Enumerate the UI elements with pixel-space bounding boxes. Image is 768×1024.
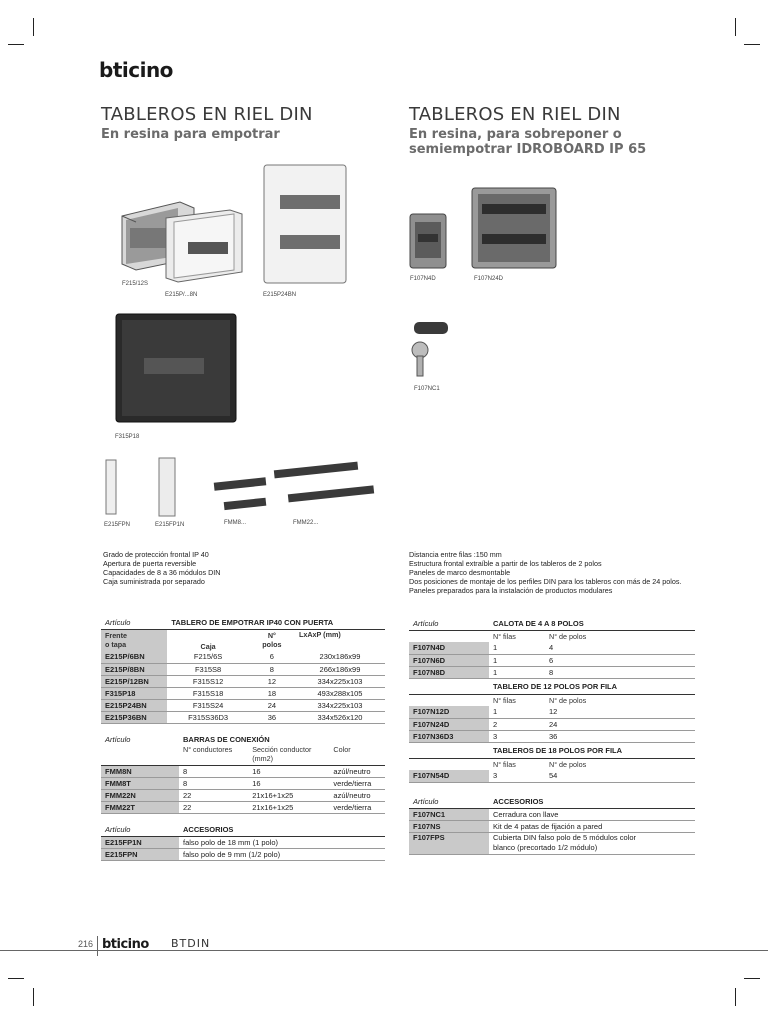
item-description-line: blanco (precortado 1/2 módulo) — [493, 843, 598, 852]
item-code: F107FPS — [409, 832, 489, 854]
item-color: azúl/neutro — [329, 789, 385, 801]
item-dims: 266x186x99 — [295, 663, 385, 675]
right-subtitle-line1: En resina, para sobreponer o — [409, 127, 622, 142]
caption: F315P18 — [115, 434, 140, 440]
caption: FMM8... — [224, 520, 246, 526]
table-row — [101, 711, 385, 723]
item-code: FMM8N — [101, 765, 179, 777]
table-row — [409, 730, 695, 742]
flush-box-smoke-door-image — [114, 312, 238, 426]
item-description: Kit de 4 patas de fijación a pared — [489, 820, 695, 832]
col-rows: N° filas — [489, 630, 545, 642]
item-code: F107N6D — [409, 654, 489, 666]
idroboard-large-image — [470, 186, 560, 272]
table-article-label: Artículo — [105, 825, 131, 835]
item-box: F315S18 — [167, 687, 248, 699]
lock-key-image — [408, 314, 456, 380]
table-row — [101, 777, 385, 789]
item-poles: 24 — [545, 718, 695, 730]
table-row — [101, 789, 385, 801]
right-title: TABLEROS EN RIEL DIN — [409, 104, 621, 125]
item-color: azúl/neutro — [329, 765, 385, 777]
footer-separator — [97, 936, 98, 956]
connection-bars-table — [101, 733, 385, 814]
item-dims: 230x186x99 — [295, 651, 385, 663]
col-color: Color — [333, 745, 351, 754]
item-description — [489, 832, 695, 854]
page-number: 216 — [78, 939, 94, 949]
feature-line: Dos posiciones de montaje de los perfiles DIN para los tableros con más de 24 polos. — [409, 577, 682, 586]
col-poles: N° de polos — [545, 694, 695, 706]
table-section-title: ACCESORIOS — [493, 797, 544, 807]
caption: E215FP1N — [155, 522, 185, 528]
feature-line: Capacidades de 8 a 36 módulos DIN — [103, 568, 221, 577]
item-code: F107N8D — [409, 666, 489, 678]
item-code: F107N12D — [409, 706, 489, 718]
table-row — [409, 654, 695, 666]
caption: E215P24BN — [263, 292, 297, 298]
spacer — [409, 758, 489, 770]
item-conductors: 22 — [179, 789, 248, 801]
item-code: F107N54D — [409, 770, 489, 782]
idroboard-table — [409, 618, 695, 783]
col-rows: N° filas — [489, 694, 545, 706]
idroboard-small-image — [408, 212, 450, 272]
item-description: falso polo de 18 mm (1 polo) — [179, 836, 385, 848]
item-dims: 334x225x103 — [295, 675, 385, 687]
feature-line: Caja suministrada por separado — [103, 577, 205, 586]
item-section: 21x16+1x25 — [248, 801, 329, 813]
spacer — [409, 694, 489, 706]
caption: E215P/...8N — [165, 292, 198, 298]
item-code: FMM22N — [101, 789, 179, 801]
item-poles: 18 — [249, 687, 295, 699]
item-poles: 4 — [545, 642, 695, 654]
item-section: 21x16+1x25 — [248, 789, 329, 801]
item-code: E215P24BN — [101, 699, 167, 711]
item-code: F107NC1 — [409, 808, 489, 820]
feature-line: Distancia entre filas :150 mm — [409, 550, 502, 559]
table-row — [101, 663, 385, 675]
item-box: F215/6S — [167, 651, 248, 663]
table-article-label: Artículo — [105, 734, 131, 744]
col-section: Sección conductor (mm2) — [252, 745, 312, 763]
flush-panel-image — [164, 208, 244, 284]
spacer — [409, 742, 489, 758]
crop-mark — [33, 18, 34, 36]
item-conductors: 22 — [179, 801, 248, 813]
table-row — [101, 836, 385, 848]
item-dims: 334x526x120 — [295, 711, 385, 723]
table-row — [409, 832, 695, 854]
caption: F107N24D — [474, 276, 504, 282]
item-section: 16 — [248, 777, 329, 789]
item-poles: 24 — [249, 699, 295, 711]
item-code: F315P18 — [101, 687, 167, 699]
item-box: F315S8 — [167, 663, 248, 675]
col-poles: N° polos — [249, 629, 295, 651]
item-rows: 2 — [489, 718, 545, 730]
blank-cover-half-image — [104, 458, 120, 516]
col-dims: LxAxP (mm) — [295, 629, 385, 651]
table-row — [409, 706, 695, 718]
item-poles: 12 — [249, 675, 295, 687]
connection-bar-small-image — [212, 472, 268, 514]
feature-line: Paneles de marco desmontable — [409, 568, 511, 577]
item-box: F315S24 — [167, 699, 248, 711]
caption: FMM22... — [293, 520, 319, 526]
table-section-title: CALOTA DE 4 A 8 POLOS — [493, 619, 584, 629]
table-article-label: Artículo — [105, 618, 131, 628]
item-poles: 6 — [249, 651, 295, 663]
brand-logo: bticino — [99, 58, 173, 82]
caption: E215FPN — [104, 522, 131, 528]
table-section-title: TABLEROS DE 18 POLOS POR FILA — [493, 745, 623, 755]
table-row — [101, 801, 385, 813]
col-rows: N° filas — [489, 758, 545, 770]
item-dims: 493x288x105 — [295, 687, 385, 699]
item-rows: 1 — [489, 706, 545, 718]
item-rows: 1 — [489, 642, 545, 654]
item-code: E215FP1N — [101, 836, 179, 848]
item-color: verde/tierra — [329, 777, 385, 789]
item-conductors: 8 — [179, 777, 248, 789]
item-code: F107N4D — [409, 642, 489, 654]
right-subtitle-line2: semiempotrar IDROBOARD IP 65 — [409, 142, 647, 157]
table-row — [409, 718, 695, 730]
crop-mark — [735, 18, 736, 36]
left-subtitle: En resina para empotrar — [101, 127, 280, 142]
crop-mark — [735, 988, 736, 1006]
item-poles: 54 — [545, 770, 695, 782]
item-dims: 334x225x103 — [295, 699, 385, 711]
crop-mark — [33, 988, 34, 1006]
item-color: verde/tierra — [329, 801, 385, 813]
spacer — [409, 630, 489, 642]
item-poles: 36 — [249, 711, 295, 723]
item-box: F315S36D3 — [167, 711, 248, 723]
item-box: F315S12 — [167, 675, 248, 687]
crop-mark — [744, 978, 760, 979]
feature-line: Apertura de puerta reversible — [103, 559, 197, 568]
item-rows: 1 — [489, 654, 545, 666]
item-code: E215P/6BN — [101, 651, 167, 663]
flush-panel-table — [101, 617, 385, 724]
table-row — [101, 651, 385, 663]
item-code: F107N36D3 — [409, 730, 489, 742]
item-conductors: 8 — [179, 765, 248, 777]
left-title: TABLEROS EN RIEL DIN — [101, 104, 313, 125]
item-poles: 36 — [545, 730, 695, 742]
item-rows: 1 — [489, 666, 545, 678]
table-section-title: ACCESORIOS — [183, 825, 234, 835]
item-description-line: Cubierta DIN falso polo de 5 módulos color — [493, 833, 636, 842]
flush-panel-24-image — [262, 163, 350, 287]
item-description: falso polo de 9 mm (1/2 polo) — [179, 848, 385, 860]
table-row — [409, 808, 695, 820]
spacer — [409, 678, 489, 694]
right-accessories-table — [409, 796, 695, 855]
table-row — [101, 848, 385, 860]
table-row — [101, 687, 385, 699]
item-poles: 12 — [545, 706, 695, 718]
table-row — [409, 642, 695, 654]
left-features — [103, 550, 220, 586]
table-article-label: Artículo — [413, 619, 439, 629]
item-description: Cerradura con llave — [489, 808, 695, 820]
item-code: F107NS — [409, 820, 489, 832]
crop-mark — [744, 44, 760, 45]
blank-cover-full-image — [157, 456, 179, 518]
item-rows: 3 — [489, 730, 545, 742]
item-section: 16 — [248, 765, 329, 777]
right-features — [409, 550, 681, 595]
item-poles: 8 — [249, 663, 295, 675]
item-code: FMM8T — [101, 777, 179, 789]
item-code: E215FPN — [101, 848, 179, 860]
feature-line: Grado de protección frontal IP 40 — [103, 550, 209, 559]
caption: F107N4D — [410, 276, 436, 282]
table-row — [101, 675, 385, 687]
item-code: FMM22T — [101, 801, 179, 813]
table-row — [409, 770, 695, 782]
item-poles: 6 — [545, 654, 695, 666]
item-code: E215P/8BN — [101, 663, 167, 675]
footer-brand-logo: bticino — [102, 937, 149, 952]
item-code: E215P/12BN — [101, 675, 167, 687]
feature-line: Paneles preparados para la instalación de productos modulares — [409, 586, 613, 595]
table-section-title: BARRAS DE CONEXIÓN — [183, 734, 270, 744]
table-row — [101, 699, 385, 711]
col-poles: N° de polos — [545, 630, 695, 642]
table-row — [101, 765, 385, 777]
left-accessories-table — [101, 824, 385, 861]
feature-line: Estructura frontal extraíble a partir de los tableros de 2 polos — [409, 559, 602, 568]
table-row — [409, 820, 695, 832]
table-article-label: Artículo — [413, 797, 439, 807]
col-conductors: N° conductores — [183, 745, 233, 754]
connection-bar-large-image — [272, 458, 376, 506]
item-rows: 3 — [489, 770, 545, 782]
table-section-title: TABLERO DE EMPOTRAR IP40 CON PUERTA — [171, 618, 334, 628]
col-box: Caja — [167, 629, 248, 651]
table-section-title: TABLERO DE 12 POLOS POR FILA — [493, 681, 618, 691]
spacer — [101, 745, 179, 765]
item-code: E215P36BN — [101, 711, 167, 723]
footer-label: BTDIN — [171, 937, 211, 950]
col-front: Frente o tapa — [101, 629, 167, 651]
item-code: F107N24D — [409, 718, 489, 730]
item-poles: 8 — [545, 666, 695, 678]
table-row — [409, 666, 695, 678]
col-poles: N° de polos — [545, 758, 695, 770]
caption: F215/12S — [122, 281, 149, 287]
crop-mark — [8, 44, 24, 45]
crop-mark — [8, 978, 24, 979]
caption: F107NC1 — [414, 386, 440, 392]
